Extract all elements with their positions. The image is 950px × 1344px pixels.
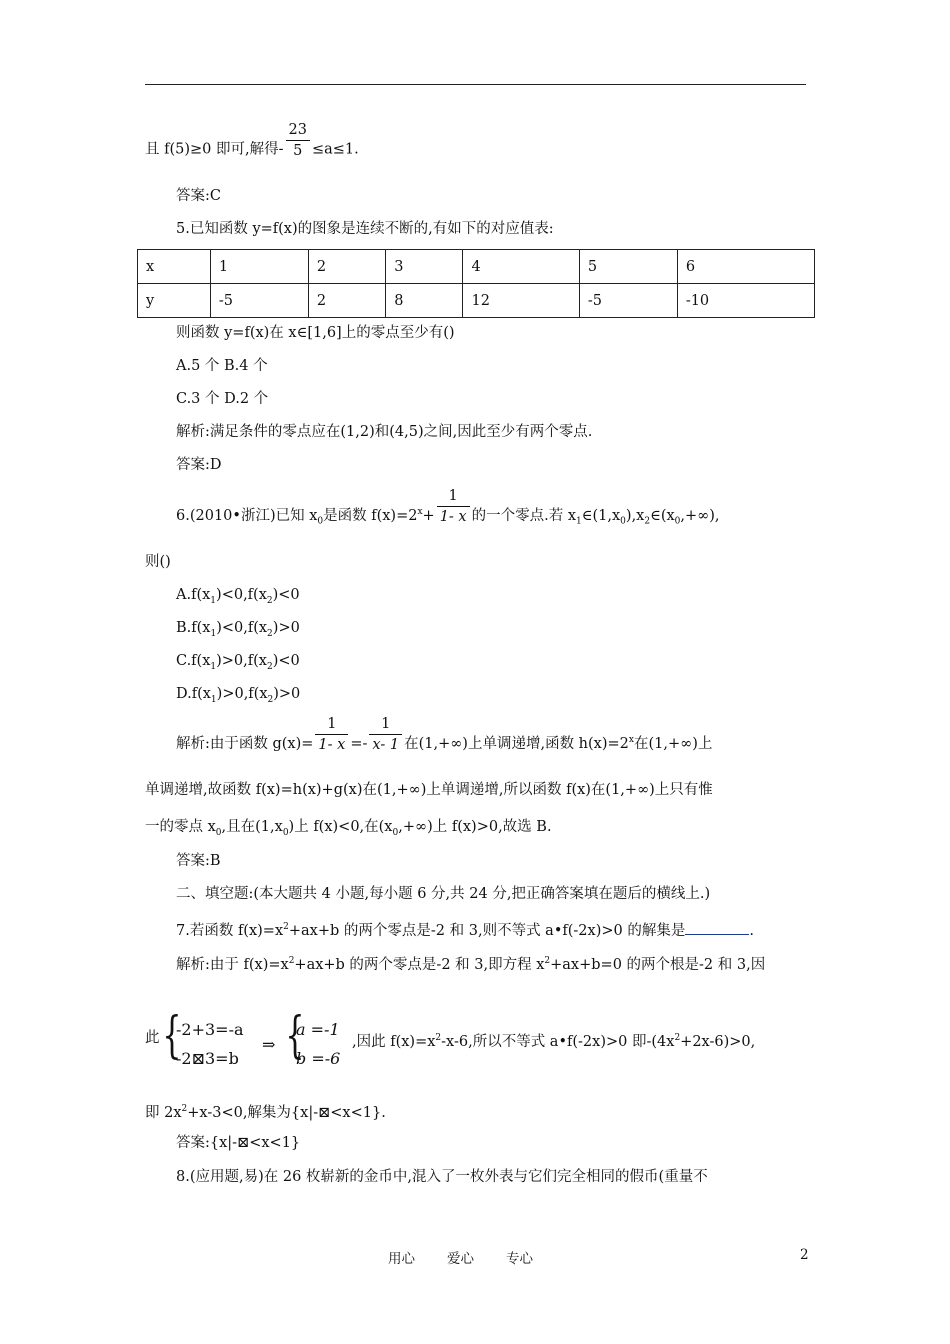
footer-text: 爱心: [447, 1251, 474, 1267]
brace-symbol: {: [162, 1006, 182, 1064]
fraction: $\frac{1}{x- 1}$: [369, 714, 402, 755]
table-row: x 1 2 3 4 5 6: [138, 250, 815, 284]
analysis-line: 解析:由于 $f(x)=x^2+ax+b$ 的两个零点是-2 和 3,即方程 $x^2+ax+b=0$ 的两个根是-2 和 3,因: [176, 956, 766, 973]
question-6: 6.(2010•浙江)已知 $x_0$是函数 $f(x)=2^x+$ $\frac{1}{1- x}$ 的一个零点.若 $x_1\in(1,x_0),x_2\in(x_0,+\infty)$,: [176, 488, 720, 527]
text-line: 且 f(5)≥0 即可,解得- $\frac{23}{5}$ ≤a≤1.: [145, 122, 359, 159]
question-8: 8.(应用题,易)在 26 枚崭新的金币中,混入了一枚外表与它们完全相同的假币(重量不: [176, 1169, 708, 1185]
answer-line: 答案:B: [176, 853, 221, 869]
answer-line: 答案:C: [176, 188, 221, 204]
equation: -2+3=-a: [176, 1020, 244, 1039]
analysis-line: ,因此 $f(x)=x^2-x-6$,所以不等式 a•f(-2x)>0 即$-(4x^2+2x-6)>0$,: [352, 1033, 756, 1050]
question-7: 7.若函数 $f(x)=x^2+ax+b$ 的两个零点是-2 和 3,则不等式 a•f(-2x)>0 的解集是 .: [176, 917, 754, 941]
header-rule: [145, 84, 806, 85]
option-b: $B.f(x_1)<0,f(x_2)>0$: [176, 620, 300, 639]
page-number: 2: [800, 1247, 809, 1263]
footer-text: 用心: [388, 1251, 415, 1267]
analysis-line: 一的零点 $x_0$,且在$(1,x_0)$上 f(x)<0,在$(x_0,+\infty)$上 f(x)>0,故选 B.: [145, 819, 552, 838]
brace-symbol: {: [285, 1006, 305, 1064]
analysis-line: 解析:由于函数 g(x)= $\frac{1}{1- x}$ =- $\frac{1}{x- 1}$ 在(1,+∞)上单调递增,函数 $h(x)=2^x$在(1,+∞)上: [176, 716, 713, 754]
analysis-line: 解析:满足条件的零点应在(1,2)和(4,5)之间,因此至少有两个零点.: [176, 424, 593, 440]
option-a: $A.f(x_1)<0,f(x_2)<0$: [176, 587, 300, 606]
option-c: $C.f(x_1)>0,f(x_2)<0$: [176, 653, 300, 672]
analysis-line: 单调递增,故函数 f(x)=h(x)+g(x)在(1,+∞)上单调递增,所以函数 f(x)在(1,+∞)上只有惟: [145, 782, 713, 798]
value-table: [137, 249, 815, 318]
option-d: $D.f(x_1)>0,f(x_2)>0$: [176, 686, 301, 705]
footer-text: 专心: [506, 1251, 533, 1267]
answer-line: 答案:D: [176, 457, 222, 473]
text-line: 此: [145, 1030, 160, 1046]
option-line: A.5 个 B.4 个: [176, 358, 268, 374]
equation: b =-6: [296, 1049, 341, 1068]
fraction: $\frac{1}{1- x}$: [315, 714, 348, 755]
option-line: C.3 个 D.2 个: [176, 391, 269, 407]
implies-symbol: ⇒: [262, 1035, 276, 1054]
question-5: 5.已知函数 y=f(x)的图象是连续不断的,有如下的对应值表:: [176, 221, 554, 237]
equation: a =-1: [296, 1020, 340, 1039]
text-line: 则(): [145, 554, 171, 570]
answer-line: 答案:{x|-⊠<x<1}: [176, 1135, 301, 1151]
table-row: y -5 2 8 12 -5 -10: [138, 284, 815, 318]
section-heading: 二、填空题:(本大题共 4 小题,每小题 6 分,共 24 分,把正确答案填在题后的横线上.): [176, 886, 711, 902]
equation: -2⊠3=b: [176, 1049, 239, 1068]
answer-blank: [685, 920, 749, 935]
fraction: $\frac{23}{5}$: [286, 120, 310, 161]
text-line: 则函数 y=f(x)在 x∈[1,6]上的零点至少有(): [176, 325, 455, 341]
analysis-line: 即 $2x^2+x-3<0$,解集为{x|-⊠<x<1}.: [145, 1104, 386, 1121]
fraction: $\frac{1}{1- x}$: [437, 486, 470, 527]
